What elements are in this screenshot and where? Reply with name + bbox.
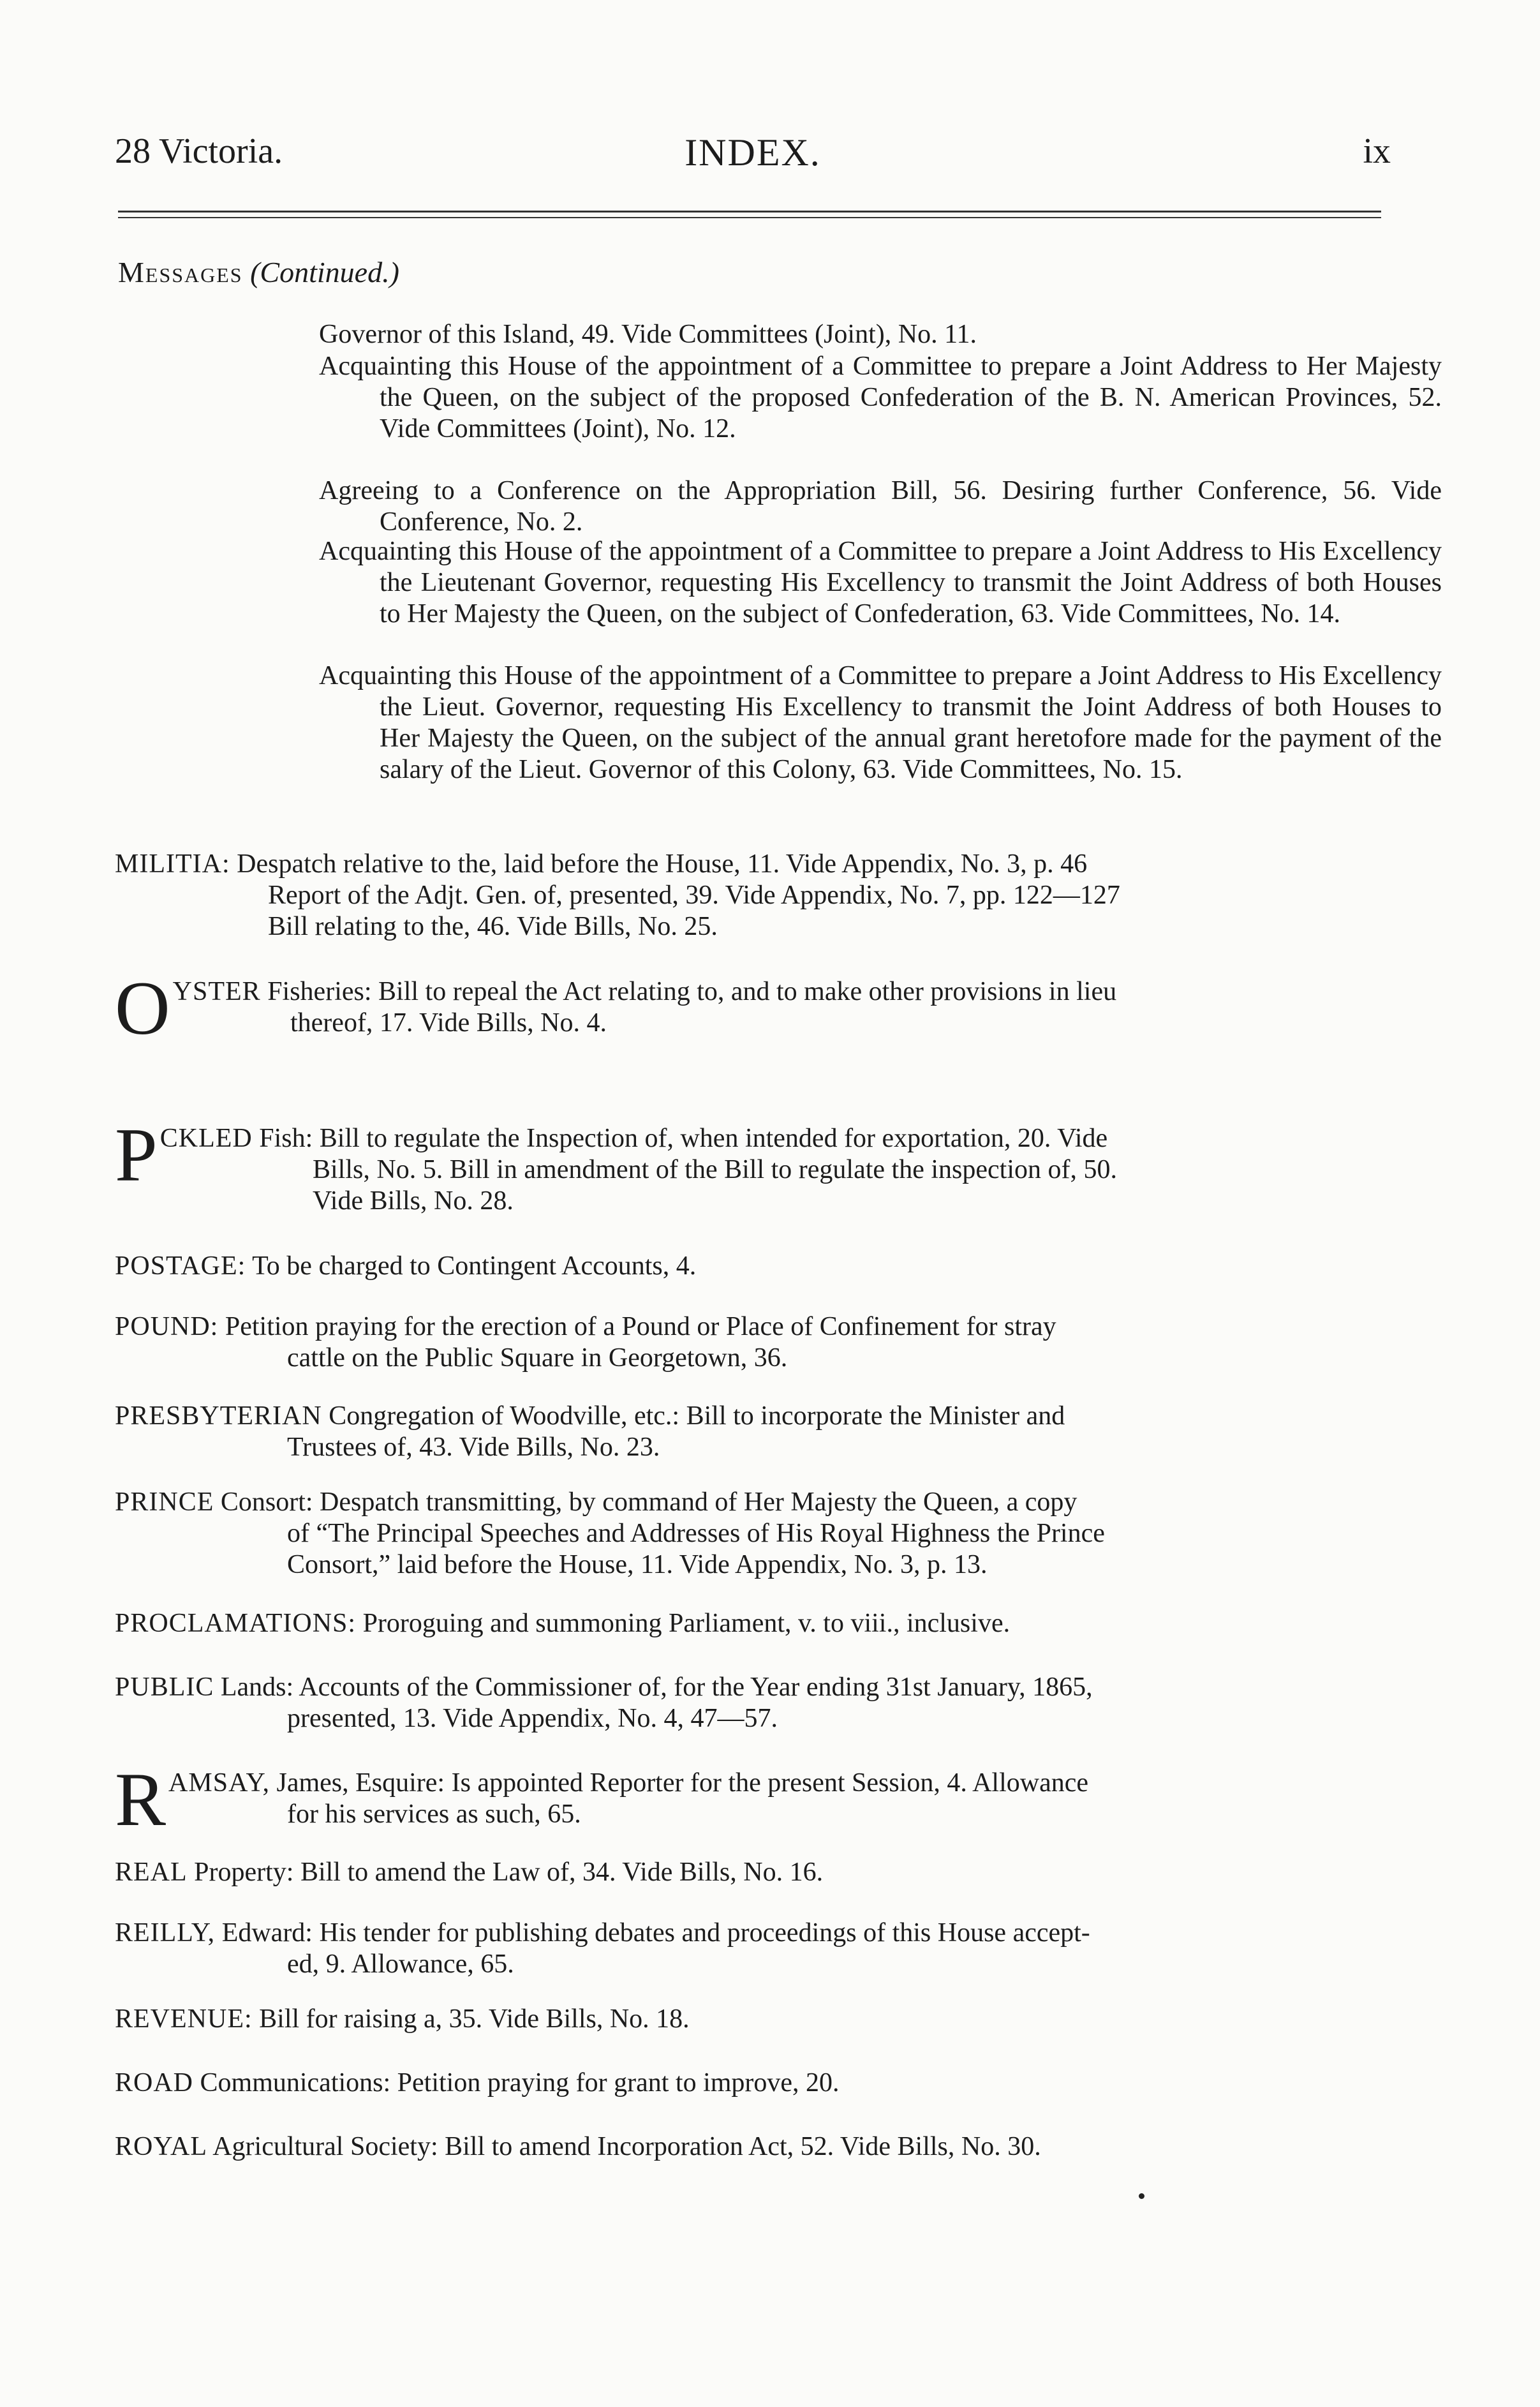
index-entry-oyster: [115, 965, 1381, 1050]
index-entry-reilly: [115, 1918, 1381, 1980]
drop-cap: R: [115, 1757, 167, 1842]
entry-head: ROYAL: [115, 2132, 208, 2161]
entry-text: Despatch relative to the, laid before the House, 11. Vide Appendix, No. 3, p. 46: [237, 849, 1088, 879]
entry-text: To be charged to Contingent Accounts, 4.: [252, 1251, 697, 1281]
index-entry-pound: [115, 1311, 1381, 1374]
message-entry: Governor of this Island, 49. Vide Committees (Joint), No. 11.: [319, 320, 977, 349]
page-header: [115, 131, 1391, 188]
header-rule: [118, 211, 1381, 212]
section-continued: (Continued.): [250, 256, 399, 288]
entry-head: REILLY,: [115, 1918, 216, 1948]
entry-text: Agricultural Society: Bill to amend Incorporation Act, 52. Vide Bills, No. 30.: [212, 2132, 1041, 2161]
entry-head: AMSAY,: [168, 1768, 270, 1798]
entry-text: Bill relating to the, 46. Vide Bills, No. 25.: [268, 912, 718, 941]
page-title: INDEX.: [685, 131, 821, 174]
entry-text: Petition praying for the erection of a Pound or Place of Confinement for stray: [225, 1312, 1056, 1341]
message-entry: Acquainting this House of the appointment of a Committee to prepare a Joint Address to Her Majesty the Queen, on the subject of the proposed Confederation of the B. N. American Provinces, 52. Vide Committees (Joint), No. 12.: [319, 352, 1442, 443]
entry-text: Edward: His tender for publishing debates and proceedings of this House accept-: [221, 1918, 1090, 1948]
entry-text: Fish: Bill to regulate the Inspection of, when intended for exportation, 20. Vide: [259, 1124, 1108, 1153]
entry-text: ed, 9. Allowance, 65.: [287, 1949, 514, 1979]
entry-text: Proroguing and summoning Parliament, v. to viii., inclusive.: [362, 1609, 1011, 1638]
entry-text: Bill for raising a, 35. Vide Bills, No. 18.: [259, 2004, 690, 2034]
index-entry-road: [115, 2068, 1381, 2099]
entry-text: Consort: Despatch transmitting, by command of Her Majesty the Queen, a copy: [220, 1487, 1077, 1517]
entry-text: thereof, 17. Vide Bills, No. 4.: [290, 1008, 607, 1038]
entry-head: YSTER: [172, 977, 261, 1006]
entry-head: POUND:: [115, 1312, 219, 1341]
page-number: ix: [1363, 131, 1391, 171]
index-entry-militia: [115, 849, 1381, 943]
index-entry-public: [115, 1672, 1381, 1734]
entry-text: Trustees of, 43. Vide Bills, No. 23.: [287, 1433, 660, 1462]
ink-speck: [1139, 2193, 1144, 2199]
header-rule-thin: [118, 217, 1381, 218]
entry-head: ROAD: [115, 2068, 194, 2098]
index-entry-ramsay: [115, 1757, 1381, 1842]
index-entry-presbyterian: [115, 1401, 1381, 1463]
entry-head: MILITIA:: [115, 849, 230, 879]
drop-cap: P: [115, 1112, 158, 1197]
entry-text: Lands: Accounts of the Commissioner of, for the Year ending 31st January, 1865,: [220, 1673, 1093, 1702]
entry-head: REAL: [115, 1858, 188, 1887]
index-entry-pickled: [115, 1112, 1381, 1217]
entry-head: PROCLAMATIONS:: [115, 1609, 357, 1638]
entry-text: Property: Bill to amend the Law of, 34. Vide Bills, No. 16.: [194, 1858, 824, 1887]
entry-head: PRESBYTERIAN: [115, 1401, 322, 1431]
index-entry-revenue: [115, 2004, 1381, 2035]
entry-text: Bills, No. 5. Bill in amendment of the Bill to regulate the inspection of, 50.: [313, 1155, 1117, 1184]
entry-text: presented, 13. Vide Appendix, No. 4, 47—57.: [287, 1704, 778, 1733]
drop-cap: O: [115, 965, 170, 1050]
entry-head: REVENUE:: [115, 2004, 253, 2034]
index-entry-proclamations: [115, 1608, 1381, 1639]
index-entry-prince: [115, 1487, 1381, 1581]
entry-text: Report of the Adjt. Gen. of, presented, 39. Vide Appendix, No. 7, pp. 122—127: [268, 881, 1120, 910]
entry-text: Fisheries: Bill to repeal the Act relating to, and to make other provisions in lieu: [267, 977, 1117, 1006]
entry-text: cattle on the Public Square in Georgetown, 36.: [287, 1343, 788, 1373]
entry-head: PUBLIC: [115, 1673, 214, 1702]
entry-text: of “The Principal Speeches and Addresses of His Royal Highness the Prince: [287, 1519, 1105, 1548]
entry-text: James, Esquire: Is appointed Reporter for the present Session, 4. Allowance: [276, 1768, 1089, 1798]
entry-text: Consort,” laid before the House, 11. Vide Appendix, No. 3, p. 13.: [287, 1550, 988, 1579]
index-entry-real: [115, 1857, 1381, 1888]
section-heading: [118, 255, 399, 289]
message-entry: Agreeing to a Conference on the Appropriation Bill, 56. Desiring further Conference, 56. Vide Conference, No. 2.: [319, 476, 1442, 537]
message-entry: Acquainting this House of the appointment of a Committee to prepare a Joint Address to His Excellency the Lieutenant Governor, requesting His Excellency to transmit the Joint Address of both Houses to Her Majesty the Queen, on the subject of Confederation, 63. Vide Committees, No. 14.: [319, 537, 1442, 629]
entry-text: Communications: Petition praying for grant to improve, 20.: [200, 2068, 840, 2098]
entry-head: PRINCE: [115, 1487, 214, 1517]
index-entry-postage: [115, 1251, 1381, 1282]
entry-text: Vide Bills, No. 28.: [313, 1186, 514, 1216]
header-session: 28 Victoria.: [115, 131, 283, 171]
entry-head: CKLED: [159, 1124, 253, 1153]
section-label: Messages: [118, 256, 243, 288]
message-entry: Acquainting this House of the appointment of a Committee to prepare a Joint Address to His Excellency the Lieut. Governor, requesting His Excellency to transmit the Joint Address of both Houses to Her Majesty the Queen, on the subject of the annual grant heretofore made for the payment of the salary of the Lieut. Governor of this Colony, 63. Vide Committees, No. 15.: [319, 661, 1442, 784]
entry-text: for his services as such, 65.: [287, 1800, 581, 1829]
entry-text: Congregation of Woodville, etc.: Bill to incorporate the Minister and: [329, 1401, 1065, 1431]
entry-head: POSTAGE:: [115, 1251, 246, 1281]
index-entry-royal: [115, 2131, 1381, 2163]
